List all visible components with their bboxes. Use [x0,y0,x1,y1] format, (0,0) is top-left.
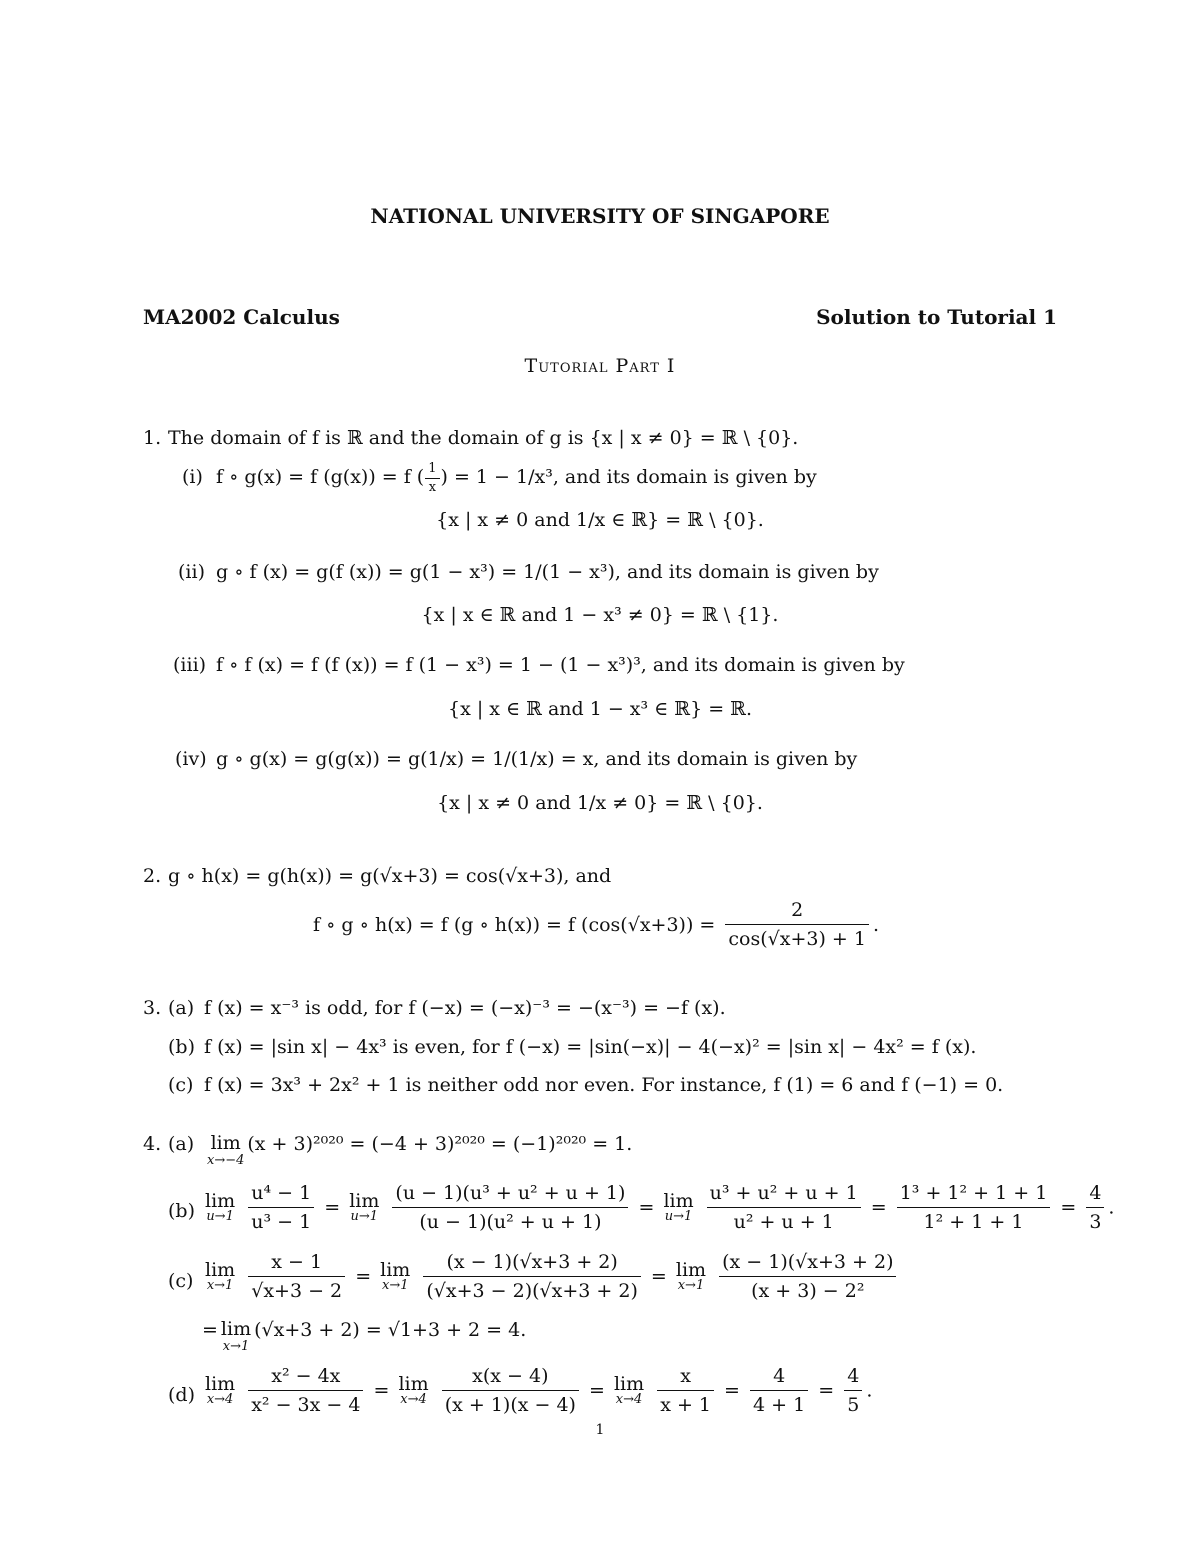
q4-b-expr: lim u→1 $\frac{\text{u⁴ − 1}}{\text{u³ − 1}}$ = lim u→1 $\frac{\text{(u − 1)(u³ + u² + u + 1)}}{\text{(u − 1)(u² + u + 1)}}$ = lim u→1 $\frac{\text{u³ + u² + u + 1}}{\text{u² + u + 1}}$ = $\frac{\text{1³ + 1² + 1 + 1}}{\text{1² + 1 + 1}}$ = $\frac{4}{3}$ . [205,1182,1115,1233]
q1-iv-text: g ∘ g(x) = g(g(x)) = g(1/x) = 1/(1/x) = x, and its domain is given by [216,748,858,770]
q1-ii-text: g ∘ f (x) = g(f (x)) = g(1 − x³) = 1/(1 − x³), and its domain is given by [216,561,879,583]
q1-i-label: (i) [182,466,203,488]
q2-number: 2. [143,865,162,887]
q3-b-text: f (x) = |sin x| − 4x³ is even, for f (−x) = |sin(−x)| − 4(−x)² = |sin x| − 4x² = f (x). [204,1036,977,1058]
q1-ii-domain: {x | x ∈ ℝ and 1 − x³ ≠ 0} = ℝ \ {1}. [421,604,779,626]
page-number: 1 [595,1422,605,1438]
q3-a-text: f (x) = x⁻³ is odd, for f (−x) = (−x)⁻³ = −(x⁻³) = −f (x). [204,997,726,1019]
q3-number: 3. [143,997,162,1019]
q4-b-label: (b) [168,1200,195,1222]
q4-a-expr: lim x→−4 (x + 3)²⁰²⁰ = (−4 + 3)²⁰²⁰ = (−1)²⁰²⁰ = 1. [207,1132,633,1168]
course-title: MA2002 Calculus [143,305,340,329]
q1-iv-label: (iv) [175,748,207,770]
q1-iv-domain: {x | x ≠ 0 and 1/x ≠ 0} = ℝ \ {0}. [437,792,763,814]
q1-iii-label: (iii) [173,654,207,676]
q1-intro: The domain of f is ℝ and the domain of g is {x | x ≠ 0} = ℝ \ {0}. [168,427,799,449]
q3-c-text: f (x) = 3x³ + 2x² + 1 is neither odd nor even. For instance, f (1) = 6 and f (−1) = 0. [204,1074,1004,1096]
q4-d-label: (d) [168,1384,195,1406]
university-title: NATIONAL UNIVERSITY OF SINGAPORE [370,204,830,228]
q3-c-label: (c) [168,1074,194,1096]
q2-line2: f ∘ g ∘ h(x) = f (g ∘ h(x)) = f (cos(√x+3)) = $\frac{2}{\cos(√x+3) + 1}$ . [313,899,880,950]
q1-i-text: f ∘ g(x) = f (g(x)) = f ( $\frac{1}{x}$ ) = 1 − 1/x³, and its domain is given by [216,460,817,495]
q1-iii-domain: {x | x ∈ ℝ and 1 − x³ ∈ ℝ} = ℝ. [447,698,752,720]
q4-c-expr: lim x→1 $\frac{x - 1}{√x+3 - 2}$ = lim x→1 $\frac{(x - 1)(√x+3 + 2)}{(√x+3 - 2)(√x+3 + 2)}$ = lim x→1 $\frac{(x - 1)(√x+3 + 2)}{\text{(x + 3) − 2²}}$ [202,1250,900,1303]
q3-b-label: (b) [168,1036,195,1058]
q4-d-expr: lim x→4 $\frac{\text{x² − 4x}}{\text{x² − 3x − 4}}$ = lim x→4 $\frac{x(x - 4)}{(x + 1)(x - 4)}$ = lim x→4 $\frac{x}{x + 1}$ = $\frac{4}{4 + 1}$ = $\frac{4}{5}$ . [205,1365,873,1416]
q4-number: 4. [143,1133,162,1155]
q1-number: 1. [143,427,162,449]
q2-line1: g ∘ h(x) = g(h(x)) = g(√x+3) = cos(√x+3), and [168,865,612,887]
section-title: Tutorial Part I [524,355,676,377]
document-title: Solution to Tutorial 1 [816,305,1057,329]
q4-c-label: (c) [168,1270,194,1292]
q1-iii-text: f ∘ f (x) = f (f (x)) = f (1 − x³) = 1 − (1 − x³)³, and its domain is given by [216,654,905,676]
q1-ii-label: (ii) [178,561,205,583]
q4-a-label: (a) [168,1133,195,1155]
q1-i-domain: {x | x ≠ 0 and 1/x ∈ ℝ} = ℝ \ {0}. [436,509,764,531]
q3-a-label: (a) [168,997,195,1019]
q4-c-line2: = lim x→1 (√x+3 + 2) = √1+3 + 2 = 4. [202,1318,527,1354]
